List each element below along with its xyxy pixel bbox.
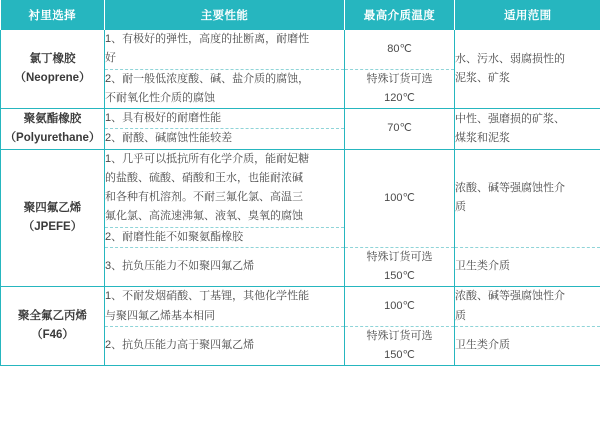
scope-text: 浓酸、碱等强腐蚀性介 质 [455, 149, 600, 247]
temperature-value: 100℃ [345, 287, 455, 327]
scope-text: 卫生类介质 [455, 247, 600, 287]
performance-text: 2、耐磨性能不如聚氨酯橡胶 [105, 227, 345, 247]
column-header-scope: 适用范围 [455, 0, 600, 30]
column-header-lining: 衬里选择 [1, 0, 105, 30]
performance-text: 1、具有极好的耐磨性能 [105, 109, 345, 129]
column-header-max-temperature: 最高介质温度 [345, 0, 455, 30]
column-header-performance: 主要性能 [105, 0, 345, 30]
performance-text: 2、抗负压能力高于聚四氟乙烯 [105, 326, 345, 366]
performance-text: 1、有极好的弹性，高度的扯断离，耐磨性 好 [105, 30, 345, 69]
performance-text: 3、抗负压能力不如聚四氟乙烯 [105, 247, 345, 287]
scope-text: 卫生类介质 [455, 339, 510, 352]
temperature-value: 70℃ [345, 109, 455, 150]
temperature-value: 80℃ [345, 30, 455, 69]
scope-text: 中性、强磨损的矿浆、 煤浆和泥浆 [455, 109, 600, 150]
performance-text: 2、耐一般低浓度酸、碱、盐介质的腐蚀， 不耐氧化性介质的腐蚀 [105, 69, 345, 109]
table-row [1, 109, 600, 129]
table-row [1, 149, 600, 227]
performance-text: 2、耐酸、碱腐蚀性能较差 [105, 129, 345, 149]
table-row [1, 30, 600, 69]
temperature-value: 特殊订货可选 150℃ [345, 326, 455, 366]
scope-text: 浓酸、碱等强腐蚀性介 质 [455, 287, 600, 327]
performance-text: 1、不耐发烟硝酸、丁基锂，其他化学性能 与聚四氟乙烯基本相同 [105, 287, 345, 327]
table-row [1, 287, 600, 327]
table-header [1, 0, 600, 30]
table-header-row [1, 0, 600, 30]
temperature-value: 100℃ [345, 149, 455, 247]
performance-text: 1、几乎可以抵抗所有化学介质，能耐妃糖 的盐酸、硫酸、硝酸和王水，也能耐浓碱 和各种有机溶剂。不耐三氟化氯、高温三 氟化氯、高流速沸氟、液氧、臭氧的腐蚀 [105, 149, 345, 227]
temperature-value: 特殊订货可选 120℃ [345, 69, 455, 109]
lining-name-polyurethane: 聚氨酯橡胶 （Polyurethane） [1, 109, 105, 150]
lining-name-neoprene: 氯丁橡胶 （Neoprene） [1, 30, 105, 109]
temperature-value: 特殊订货可选 150℃ [345, 247, 455, 287]
scope-text: 水、污水、弱腐损性的 泥浆、矿浆 [455, 30, 600, 109]
lining-name-fep: 聚全氟乙丙烯 （F46） [1, 287, 105, 366]
lining-name-ptfe: 聚四氟乙烯 （JPEFE） [1, 149, 105, 287]
table-body [1, 30, 600, 366]
